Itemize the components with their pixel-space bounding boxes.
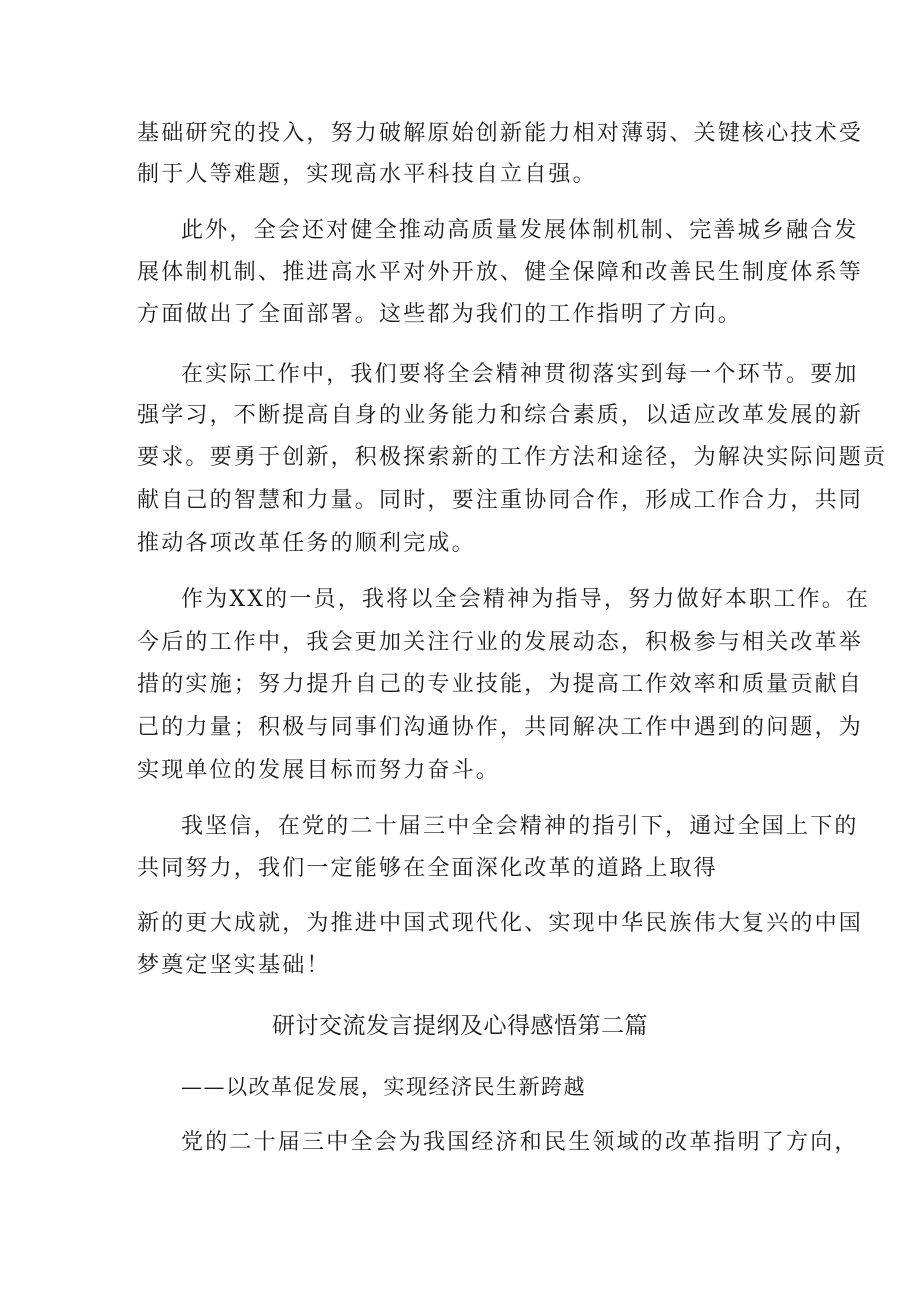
paragraph-2-line-2: 展体制机制、推进高水平对外开放、健全保障和改善民生制度体系等 [137, 260, 864, 285]
paragraph-1-line-2: 制于人等难题，实现高水平科技自立自强。 [137, 162, 597, 187]
paragraph-4-line-5: 实现单位的发展目标而努力奋斗。 [137, 758, 501, 783]
paragraph-3-line-5: 推动各项改革任务的顺利完成。 [137, 531, 476, 556]
paragraph-4-line-2: 今后的工作中，我会更加关注行业的发展动态，积极参与相关改革举 [137, 630, 864, 655]
section-subtitle: ——以改革促发展，实现经济民生新跨越 [181, 1075, 586, 1099]
paragraph-1-line-1: 基础研究的投入，努力破解原始创新能力相对薄弱、关键核心技术受 [137, 121, 864, 146]
paragraph-2-line-3: 方面做出了全面部署。这些都为我们的工作指明了方向。 [137, 302, 743, 327]
paragraph-2-line-1: 此外，全会还对健全推动高质量发展体制机制、完善城乡融合发 [181, 218, 859, 243]
paragraph-5-line-2: 共同努力，我们一定能够在全面深化改革的道路上取得 [137, 856, 718, 881]
paragraph-3-line-4: 献自己的智慧和力量。同时，要注重协同合作，形成工作合力，共同 [137, 488, 864, 513]
paragraph-4-line-4: 己的力量；积极与同事们沟通协作，共同解决工作中遇到的问题，为 [137, 715, 864, 740]
section-heading: 研讨交流发言提纲及心得感悟第二篇 [272, 1013, 648, 1039]
paragraph-4-line-3: 措的实施；努力提升自己的专业技能，为提高工作效率和质量贡献自 [137, 672, 864, 697]
paragraph-3-line-2: 强学习，不断提高自身的业务能力和综合素质，以适应改革发展的新 [137, 403, 864, 428]
paragraph-4-line-1: 作为XX的一员，我将以全会精神为指导，努力做好本职工作。在 [181, 587, 871, 612]
paragraph-3-line-3: 要求。要勇于创新，积极探索新的工作方法和途径，为解决实际问题贡 [137, 445, 888, 470]
paragraph-5-line-1: 我坚信，在党的二十届三中全会精神的指引下，通过全国上下的 [181, 814, 859, 839]
section-body-line-1: 党的二十届三中全会为我国经济和民生领域的改革指明了方向， [181, 1130, 859, 1155]
paragraph-6-line-2: 梦奠定坚实基础！ [137, 953, 331, 978]
paragraph-6-line-1: 新的更大成就，为推进中国式现代化、实现中华民族伟大复兴的中国 [137, 911, 864, 936]
paragraph-3-line-1: 在实际工作中，我们要将全会精神贯彻落实到每一个环节。要加 [181, 362, 859, 387]
